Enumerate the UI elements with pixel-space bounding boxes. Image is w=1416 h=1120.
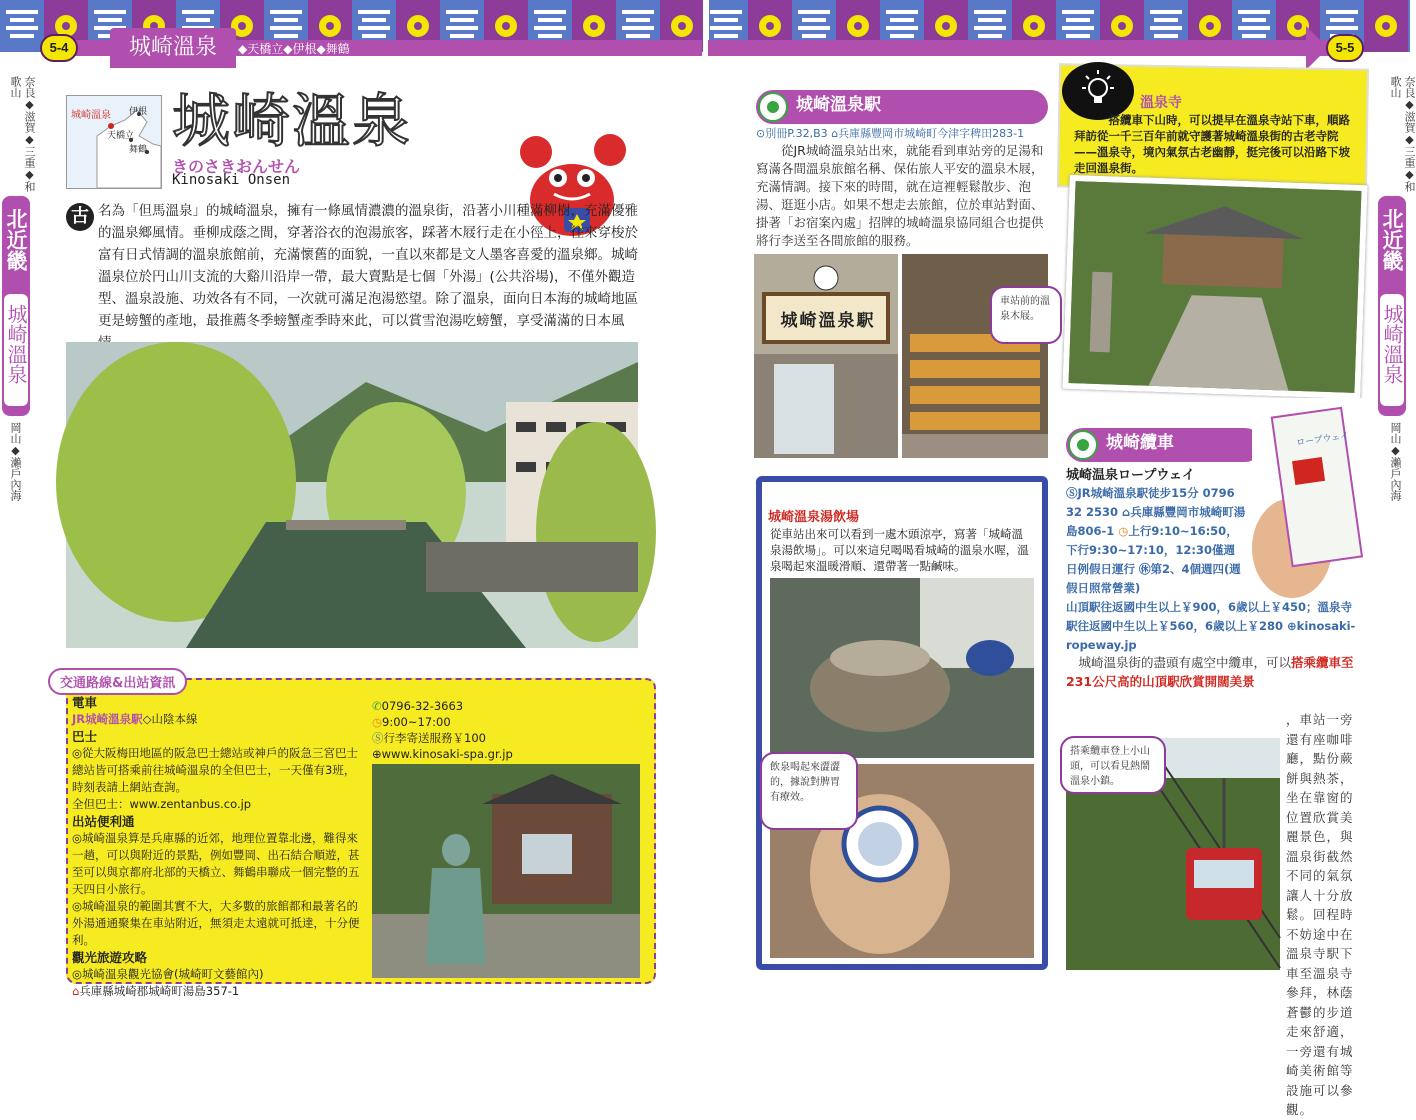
transport-box-header: 交通路線&出站資訊 <box>48 668 187 695</box>
home-icon: ⌂ <box>72 984 80 998</box>
station-info-row <box>756 124 1052 143</box>
station-text: 從JR城崎溫泉站出來，就能看到車站旁的足湯和寫滿各間溫泉旅館名稱、保佑旅人平安的溫泉木屐，充滿情調。接下來的時間，就在這裡輕鬆散步、泡湯、逛逛小店。如果不想走去旅館，位於車站對面、掛著「お宿案內處」招牌的城崎溫泉協同組合也提供將行李送至各間旅館的服務。 <box>756 143 1044 248</box>
train-station: JR城崎溫泉駅 <box>72 712 143 726</box>
transport-left-column <box>72 694 362 1000</box>
bus-text: ◎從大阪梅田地區的阪急巴士總站或神戶的阪急三宮巴士總站皆可搭乘前往城崎溫泉的全但巴士，一天僅有3班，時刻表請上網站查詢。 <box>72 746 359 794</box>
eye-icon <box>758 92 788 122</box>
canal-photo <box>66 342 638 648</box>
eye-icon-2 <box>1068 430 1098 460</box>
side-area-right: 城崎溫泉 <box>1380 304 1404 384</box>
hot-spring-fountain-photo <box>770 578 1034 758</box>
ropeway-info <box>1066 484 1246 598</box>
luggage: 行李寄送服務￥100 <box>383 731 486 745</box>
ropeway-jp-name: 城崎温泉ロープウェイ <box>1066 468 1195 483</box>
ticket-photo <box>1252 398 1372 590</box>
transport-right-column <box>372 698 642 762</box>
map-label-maizuru: 舞鶴 <box>129 145 148 155</box>
train-heading: 電車 <box>72 695 98 710</box>
train-line-row <box>72 711 362 728</box>
station-title: 城崎溫泉駅 <box>796 95 881 115</box>
station-sign: 城崎溫泉駅 <box>780 311 876 331</box>
temple-title: 溫泉寺 <box>1140 95 1182 111</box>
side-tab-right <box>1378 196 1406 416</box>
website: www.kinosaki-spa.gr.jp <box>381 747 513 761</box>
clock-icon: ◷ <box>372 715 383 729</box>
map-label-amanohashidate: 天橋立 <box>107 131 135 141</box>
station-photo-art <box>754 254 898 458</box>
exit-heading: 出站便利通 <box>72 814 135 829</box>
ropeway-text-before: 城崎溫泉街的盡頭有處空中纜車，可以 <box>1078 655 1292 670</box>
side-nav-right-bottom: 岡山◆瀨戶內海 <box>1389 422 1402 501</box>
canal-photo-art <box>66 342 638 648</box>
phone-icon: ✆ <box>372 699 382 713</box>
drink-text: 從車站出來可以看到一處木頭涼亭，寫著「城崎溫泉湯飲場」。可以來這兒喝喝看城崎的溫泉水喔，溫泉喝起來溫暖滑順、還帶著一點鹹味。 <box>770 527 1029 573</box>
address-icon: ⌂ <box>831 127 839 140</box>
map-label-ine: 伊根 <box>129 107 148 117</box>
phone-row <box>372 698 642 714</box>
tourism-heading: 觀光旅遊攻略 <box>72 950 148 965</box>
side-region-left: 北近畿 <box>4 208 28 271</box>
section-title-tab: 城崎溫泉 <box>110 28 236 68</box>
right-header-bar <box>708 40 1358 56</box>
drink-title: 城崎溫泉湯飲場 <box>768 510 860 525</box>
ropeway-access-icon: Ⓢ <box>1066 486 1078 500</box>
ropeway-phone: 0796 32 2530 <box>1066 486 1235 519</box>
intro-paragraph: 名為「但馬溫泉」的城崎溫泉，擁有一條風情濃濃的溫泉街，沿著小川種滿柳樹，充滿優雅的溫泉鄉風情。垂柳成蔭之間，穿著浴衣的泡湯旅客，踩著木屐行走在小徑上，往來穿梭於富有日式情調的溫泉旅館前，充滿懷舊的面貌，一直以來都是文人墨客喜愛的溫泉鄉。城崎溫泉位於円山川支流的大谿川沿岸一帶，最大賣點是七個「外湯」(公共浴場)，不僅外觀造型、溫泉設施、功效各有不同，一次就可滿足泡湯慾望。除了溫泉，面向日本海的城崎地區更是螃蟹的產地，最推薦冬季螃蟹產季時來此，可以賞雪泡湯吃螃蟹，享受滿滿的日本風 <box>98 203 638 329</box>
exit-text-1: ◎城崎溫泉算是兵庫縣的近郊，地理位置靠北邊，難得來一趟，可以與附近的景點，例如豐岡、出石結合順遊，甚至可以與京都府北部的天橋立、舞鶴串聯成一個完整的五天四日小旅行。 <box>72 831 360 896</box>
website-row <box>372 746 642 762</box>
station-title-pill <box>756 90 1048 124</box>
ropeway-text-top <box>1066 654 1362 691</box>
train-line: ◇山陰本線 <box>142 712 198 726</box>
gondola-callout: 搭乘纜車登上小山頭，可以看見熱鬧溫泉小鎮。 <box>1060 736 1166 794</box>
ropeway-price: 山頂駅往返國中生以上￥900，6歲以上￥450；溫泉寺駅往返國中生以上￥560，6歲以上￥280 <box>1066 600 1353 633</box>
temple-text: 搭纜車下山時，可以提早在溫泉寺站下車，順路拜訪從一千三百年前就守護著城崎溫泉街的古老寺院——溫泉寺，境內氣氛古老幽靜，挺完後可以沿路下坡走回溫泉街。 <box>1074 113 1350 175</box>
ropeway-hours: 上行9:10~16:50，下行9:30~17:10，12:30僅週日例假日運行 <box>1066 524 1238 576</box>
tourism-address: 兵庫縣城崎郡城崎町湯島357-1 <box>79 984 240 998</box>
luggage-row <box>372 730 642 746</box>
ropeway-title: 城崎纜車 <box>1106 433 1174 453</box>
ticket-label: ロープウェイ <box>1295 431 1350 449</box>
side-region-right: 北近畿 <box>1380 208 1404 271</box>
yen-icon: Ⓢ <box>372 731 384 745</box>
geta-callout: 車站前的溫泉木屐。 <box>990 286 1062 344</box>
ropeway-address-icon: ⌂ <box>1122 505 1131 519</box>
exit-text-2: ◎城崎溫泉的範圍其實不大，大多數的旅館都和最著名的外湯通通聚集在車站附近，無須走太遠就可抵達，十分便利。 <box>72 899 360 947</box>
ropeway-website: kinosaki-ropeway.jp <box>1066 619 1356 652</box>
fountain-photo-art <box>770 578 1034 758</box>
web-icon: ⊕ <box>372 747 382 761</box>
ropeway-address: 兵庫縣豐岡市城崎町湯島806-1 <box>1066 505 1246 538</box>
tourism-address-row <box>72 983 362 1000</box>
geta-photo-art <box>902 254 1048 458</box>
station-address: 兵庫縣豐岡市城崎町今津字稗田283-1 <box>838 127 1025 140</box>
station-map-ref: 別冊P.32,B3 <box>765 127 828 140</box>
page-number-left: 5-4 <box>40 34 78 62</box>
breadcrumb: ◆天橋立◆伊根◆舞鶴 <box>238 42 350 56</box>
ticket-photo-art <box>1252 398 1372 590</box>
side-nav-left-bottom: 岡山◆瀨戶內海 <box>9 422 22 501</box>
bus-site: 全但巴士：www.zentanbus.co.jp <box>72 797 252 811</box>
bus-heading: 巴士 <box>72 729 98 744</box>
ropeway-text-highlight: 搭乘纜車至231公尺高的山頂駅欣賞開闊美景 <box>1066 655 1354 689</box>
page-title: 城崎溫泉 <box>172 87 413 155</box>
ropeway-title-pill <box>1066 428 1262 462</box>
title-romaji: Kinosaki Onsen <box>172 172 291 188</box>
ropeway-closed-icon: ㊡ <box>1139 562 1151 576</box>
station-photo <box>754 254 898 458</box>
ropeway-clock-icon: ◷ <box>1118 524 1129 538</box>
hours-row <box>372 714 642 730</box>
drink-callout: 飲泉喝起來澀澀的，據說對脾胃有療效。 <box>760 752 858 830</box>
title-kana: きのさきおんせん <box>172 157 301 176</box>
page-number-right: 5-5 <box>1326 34 1364 62</box>
ropeway-web-icon: ⊕ <box>1287 619 1297 633</box>
hours: 9:00~17:00 <box>382 715 451 729</box>
temple-photo-art <box>1069 181 1362 393</box>
drop-cap: 古 <box>66 203 94 231</box>
locator-map <box>66 95 162 189</box>
geta-photo <box>902 254 1048 458</box>
map-label-kinosaki: 城崎溫泉 <box>71 110 111 121</box>
phone: 0796-32-3663 <box>381 699 464 713</box>
temple-photo <box>1062 175 1367 399</box>
ropeway-text-column: ，車站一旁還有座咖啡廳，點份蕨餅與熱茶，坐在靠窗的位置欣賞美麗景色，與溫泉街截然不同的氣氛讓人十分放鬆。回程時不妨途中在溫泉寺駅下車至溫泉寺參拜，林蔭蒼鬱的步道走來舒適，一旁還有城崎美術館等設施可以參觀。 <box>1286 712 1354 1117</box>
ropeway-access: JR城崎溫泉駅徒步15分 <box>1077 486 1199 500</box>
statue-photo <box>372 764 640 978</box>
side-area-left: 城崎溫泉 <box>4 304 28 384</box>
tourism-name: ◎城崎溫泉觀光協會(城崎町文藝館內) <box>72 967 264 981</box>
statue-photo-art <box>372 764 640 978</box>
side-tab-left <box>2 196 30 416</box>
map-pin-icon: ⊙ <box>756 127 766 140</box>
side-nav-left-top: 奈良◆滋賀◆三重◆和歌山 <box>9 76 36 192</box>
ropeway-price-block <box>1066 598 1362 655</box>
ropeway-closed: 第2、4個週四(週假日照常營業) <box>1066 562 1241 595</box>
side-nav-right-top: 奈良◆滋賀◆三重◆和歌山 <box>1389 76 1416 192</box>
